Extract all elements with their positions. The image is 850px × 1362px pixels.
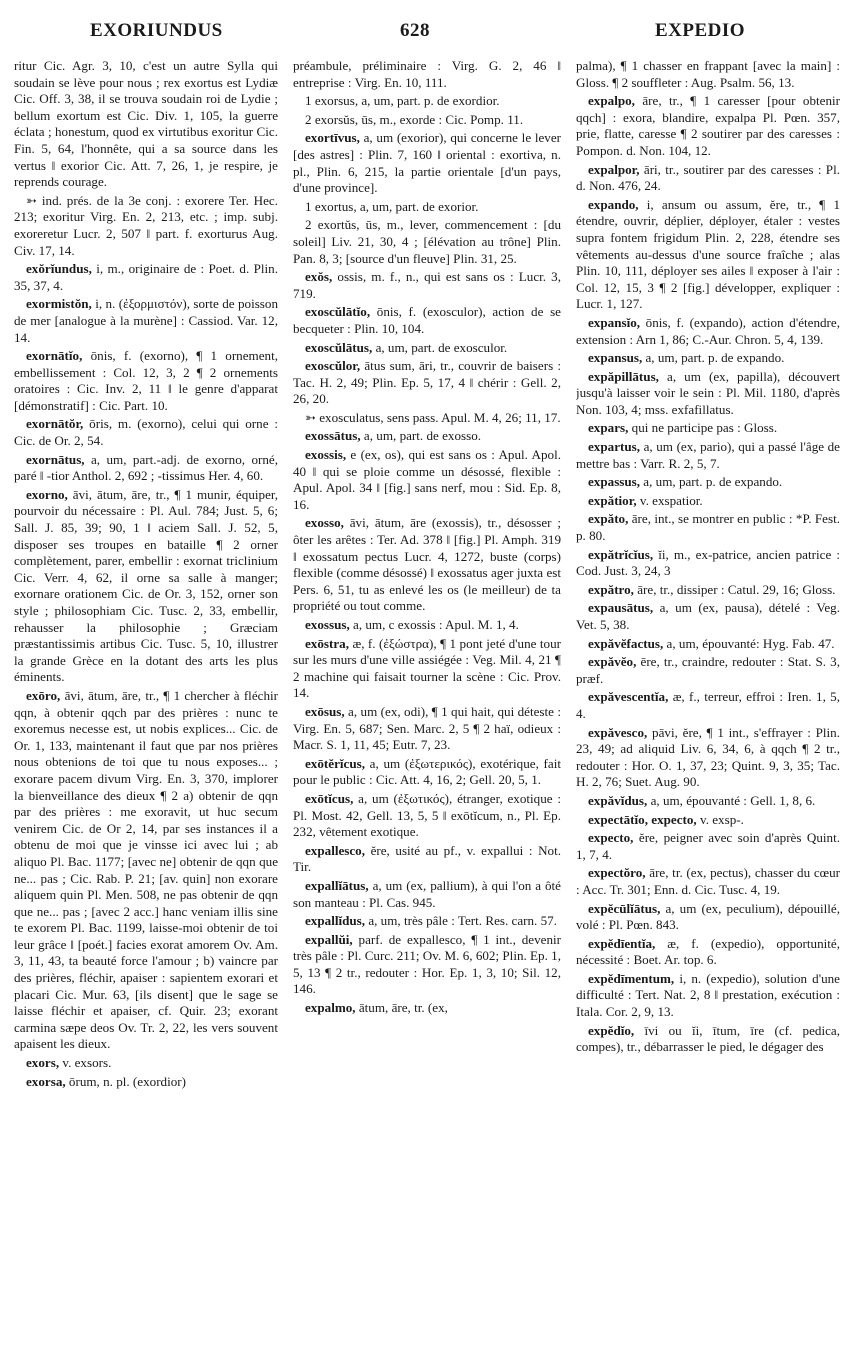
dictionary-entry (293, 704, 561, 754)
dictionary-entry (14, 416, 278, 449)
entry-headword: expansus, (588, 350, 643, 366)
entry-text: āre, tr., dissiper : Catul. 29, 16; Gloss. (633, 581, 836, 597)
entry-headword: exors, (26, 1055, 60, 1071)
entry-headword: exortīvus, (305, 130, 360, 146)
dictionary-entry (14, 193, 278, 259)
entry-text: īvi ou ĭi, ītum, īre (cf. pedica, compes), tr., débarrasser le pied, le dégager des (576, 1022, 840, 1055)
dictionary-entry (293, 410, 561, 427)
entry-text: ōnis, f. (expando), action d'étendre, extension : Arn 1, 86; C.-Aur. Chron. 5, 4, 139. (576, 314, 840, 347)
entry-text: æ, f., terreur, effroi : Iren. 1, 5, 4. (576, 689, 840, 721)
entry-text: pāvi, ĕre, ¶ 1 int., s'effrayer : Plin. 23, 49; ad aliquid Liv. 6, 34, 6, à qqch ¶ 2 tr., redouter : Hor. O. 1, 37, 23; Quint. 9, 3, 35; Tac. H. 2, 76; Suet. Aug. 90. (576, 724, 840, 790)
dictionary-entry (576, 197, 840, 313)
dictionary-entry (293, 428, 561, 445)
running-head-left: EXORIUNDUS (90, 20, 223, 41)
dictionary-entry (576, 725, 840, 791)
entry-text: ēre, tr., craindre, redouter : Stat. S. 3, præf. (576, 654, 840, 686)
dictionary-entry (293, 1000, 561, 1017)
dictionary-entry (14, 58, 278, 191)
entry-text: ĭi, m., ex-patrice, ancien patrice : Cod. Just. 3, 24, 3 (576, 546, 840, 579)
entry-headword: expăvĕfactus, (588, 635, 664, 651)
column-left (14, 58, 278, 1358)
dictionary-entry (293, 199, 561, 216)
entry-text: a, um, part.-adj. de exorno, orné, paré ‖ -tior Anthol. 2, 692 ; -tissimus Her. 4, 60. (14, 451, 278, 484)
entry-headword: expătior, (588, 492, 637, 508)
column-right (576, 58, 840, 1358)
entry-text: ōris, m. (exorno), celui qui orne : Cic. de Or. 2, 54. (14, 416, 278, 449)
dictionary-entry (576, 474, 840, 491)
entry-text: a, um, part. de exosso. (360, 428, 482, 444)
dictionary-entry (576, 369, 840, 419)
entry-headword: exossātus, (305, 428, 361, 444)
dictionary-entry (576, 511, 840, 544)
entry-headword: expallĭdus, (305, 913, 366, 929)
entry-headword: expallŭi, (305, 931, 353, 947)
entry-headword: exŏs, (305, 269, 333, 285)
dictionary-entry (14, 348, 278, 414)
entry-headword: exōtĕrĭcus, (305, 755, 365, 771)
entry-headword: exorno, (26, 486, 68, 502)
entry-headword: expăpillātus, (588, 368, 659, 384)
dictionary-entry (293, 617, 561, 634)
entry-text: ĕre, usité au pf., v. expallui : Not. Tir. (293, 842, 561, 875)
entry-headword: expecto, (588, 830, 634, 846)
entry-text: a, um (ex, pario), qui a passé l'âge de mettre bas : Varr. R. 2, 5, 7. (576, 439, 840, 471)
entry-text: parf. de expallesco, ¶ 1 int., devenir très pâle : Pl. Curc. 211; Ov. M. 6, 602; Plin. Ep. 1, 5, 13 ¶ 2 tr., redouter : Hor. Ep. 1, 3, 10; Sil. 12, 146. (293, 931, 561, 997)
dictionary-entry (14, 688, 278, 1053)
entry-text: ossis, m. f., n., qui est sans os : Lucr. 3, 719. (293, 269, 561, 301)
dictionary-entry (293, 756, 561, 789)
dictionary-entry (293, 130, 561, 196)
entry-headword: exōstra, (305, 635, 349, 651)
entry-headword: exornātĭo, (26, 348, 83, 364)
dictionary-entry (576, 689, 840, 722)
entry-text: āre, tr. (ex, pectus), chasser du cœur : Acc. Tr. 301; Enn. d. Cic. Tusc. 4, 19. (576, 865, 840, 897)
entry-text: ātum, āre, tr. (ex, (355, 1000, 448, 1016)
entry-text: 1 exortus, a, um, part. de exorior. (305, 198, 479, 214)
dictionary-entry (293, 515, 561, 615)
entry-headword: exossis, (305, 447, 347, 463)
dictionary-entry (14, 1074, 278, 1091)
dictionary-entry (576, 901, 840, 934)
running-head-right: EXPEDIO (655, 20, 746, 41)
entry-text: ōnis, f. (exorno), ¶ 1 ornement, embellissement : Col. 12, 3, 2 ¶ 2 ornements oratoires : Cic. Inv. 2, 11 ‖ le genre d'apparat [démonstratif] : Cic. Part. 10. (14, 348, 278, 413)
entry-text: 2 exortŭs, ūs, m., lever, commencement : [du soleil] Liv. 21, 30, 4 ; [élévation au trône] Plin. Pan. 8, 3; [source d'un fleuve] Plin. 31, 25. (293, 217, 561, 266)
entry-text: ātus sum, āri, tr., couvrir de baisers : Tac. H. 2, 49; Plin. Ep. 5, 17, 4 ‖ chérir : Gell. 2, 26, 20. (293, 358, 561, 407)
entry-text: āvi, ātum, āre, tr., ¶ 1 munir, équiper, pourvoir du nécessaire : Pl. Aul. 784; Just. 5, 6; Sall. J. 85, 39; 90, 1 ‖ aciem Sall. J. 52, 5, disposer ses troupes en bataille ¶ 2 orner complètement, parer, embellir : exornat triclinium Cic. Verr. 4, 62, il orne sa salle à manger; exornare orationem Cic. de Or. 3, 152, orner son style ; philosophiam Cic. Tusc. 2, 33, embellir, rehausser la philosophie ; Græciam præstantissimis artibus Cic. Tusc. 5, 10, illustrer la grande Grèce en la dotant des arts les plus éminents. (14, 486, 278, 685)
entry-headword: exosso, (305, 515, 344, 531)
dictionary-entry (293, 358, 561, 408)
entry-headword: expars, (588, 420, 629, 436)
dictionary-entry (293, 843, 561, 876)
entry-headword: expausātus, (588, 600, 654, 616)
dictionary-entry (293, 340, 561, 357)
entry-text: a, um (ex, papilla), découvert jusqu'à laisser voir le sein : Pl. Mil. 1180, d'après Non. 103, 4; mss. exfafillatus. (576, 368, 840, 417)
dictionary-entry (576, 812, 840, 829)
entry-text: a, um (ex, odi), ¶ 1 qui hait, qui déteste : Virg. En. 5, 687; Sen. Marc. 2, 5 ¶ 2 haï, odieux : Macr. S. 1, 11, 45; Eutr. 7, 23. (293, 703, 561, 753)
entry-text: āri, tr., soutirer par des caresses : Pl. d. Non. 476, 24. (576, 161, 840, 194)
dictionary-entry (576, 936, 840, 969)
entry-text: a, um (ἐξωτερικός), exotérique, fait pour le public : Cic. Att. 4, 16, 2; Gell. 20, 5, 1. (293, 755, 561, 788)
entry-headword: exōtĭcus, (305, 790, 354, 806)
dictionary-entry (14, 487, 278, 686)
entry-text: ritur Cic. Agr. 3, 10, c'est un autre Sylla qui soudain se lève pour nous ; rex exortus est Lydiæ Cic. Off. 3, 38, il se trouva soudain roi de Lydie ; bellum exortum est Cic. Div. 1, 105, la guerre éclata ; honestum, quod ex virtutibus exoritur Cic. Fin. 5, 64, l'honnête, qui a sa source dans les vertus ‖ exorior Cic. Att. 7, 26, 1, je respire, je reprends courage. (14, 58, 278, 190)
entry-text: i, n. (ἐξορμιστόν), sorte de poisson de mer [analogue à la murène] : Cassiod. Var. 12, 14. (14, 296, 278, 345)
entry-text: palma), ¶ 1 chasser en frappant [avec la main] : Gloss. ¶ 2 souffleter : Aug. Psalm. 56, 13. (576, 58, 840, 90)
column-middle (293, 58, 561, 1358)
entry-headword: expătro, (588, 581, 634, 597)
entry-headword: expăvesco, (588, 724, 648, 740)
dictionary-entry (293, 93, 561, 110)
dictionary-entry (293, 447, 561, 513)
dictionary-entry (576, 162, 840, 195)
entry-text: æ, f. (ἐξώστρα), ¶ 1 pont jeté d'une tour sur les murs d'une ville assiégée : Veg. Mil. 4, 21 ¶ 2 machine qui faisait tourner la scène : Cic. Prov. 14. (293, 635, 561, 701)
dictionary-entry (576, 865, 840, 898)
entry-headword: exossus, (305, 617, 350, 632)
entry-headword: exorsa, (26, 1073, 66, 1089)
entry-headword: expĕcūlĭātus, (588, 900, 661, 916)
dictionary-entry (293, 112, 561, 129)
entry-text: ĕre, peigner avec soin d'après Quint. 1, 7, 4. (576, 830, 840, 862)
dictionary-entry (293, 791, 561, 841)
entry-text: ➳ ind. prés. de la 3e conj. : exorere Ter. Hec. 213; exoritur Virg. En. 2, 213, etc. ; imp. subj. exoreretur Lucr. 2, 507 ‖ part. f. exorturus Aug. Civ. 17, 14. (14, 192, 278, 258)
entry-headword: exoscŭlātĭo, (305, 304, 371, 320)
entry-text: 2 exorsŭs, ūs, m., exorde : Cic. Pomp. 11. (305, 111, 524, 127)
dictionary-entry (576, 439, 840, 472)
dictionary-entry (14, 296, 278, 346)
entry-headword: expartus, (588, 439, 641, 455)
entry-text: a, um (ex, pallium), à qui l'on a ôté son manteau : Pl. Cas. 945. (293, 877, 561, 910)
entry-headword: expassus, (588, 474, 641, 490)
dictionary-entry (14, 452, 278, 485)
dictionary-entry (576, 493, 840, 510)
entry-headword: expăvĕo, (588, 654, 637, 670)
dictionary-entry (576, 58, 840, 91)
entry-headword: expalpo, (588, 93, 635, 109)
dictionary-entry (576, 1023, 840, 1056)
dictionary-entry (293, 304, 561, 337)
dictionary-entry (293, 913, 561, 930)
entry-headword: exornātus, (26, 451, 85, 467)
entry-text: e (ex, os), qui est sans os : Apul. Apol. 40 ‖ qui se ploie comme un désossé, flexible : Apul. Apol. 34 ‖ [fig.] sans nerf, mou : Sid. Ep. 8, 16. (293, 447, 561, 512)
entry-headword: expătrĭcĭus, (588, 546, 654, 562)
entry-text: ōrum, n. pl. (exordior) (65, 1073, 187, 1089)
entry-text: préambule, préliminaire : Virg. G. 2, 46 ‖ entreprise : Virg. En. 10, 111. (293, 58, 561, 90)
entry-text: i, ansum ou assum, ĕre, tr., ¶ 1 étendre, ouvrir, déplier, déployer, étaler : vestes supra fontem frigidum Plin. 2, 228, étendre ses vêtements au-dessus d'une source fraîche ; alas Plin. 10, 111, déployer ses ailes ‖ exposer à l'air : Col. 12, 15, 3 ¶ 2 [fig.] développer, expliquer : Lucr. 1, 127. (576, 196, 840, 312)
page-number: 628 (400, 20, 430, 41)
entry-headword: expallĭātus, (305, 877, 369, 893)
entry-text: i, m., originaire de : Poet. d. Plin. 35, 37, 4. (14, 261, 278, 293)
dictionary-entry (293, 932, 561, 998)
entry-headword: expăvescentĭa, (588, 689, 669, 705)
entry-text: āvi, ātum, āre (exossis), tr., désosser ; ôter les arêtes : Ter. Ad. 378 ‖ [fig.] Pl. Amph. 319 ‖ exossatum pectus Lucr. 4, 1272, buste (corps) flexible (comme désossé) ‖ exossatus ager juxta est Pers. 6, 51, tu as enlevé les os (le meilleur) de ta propriété ou tout comme. (293, 515, 561, 614)
entry-headword: exornātŏr, (26, 416, 84, 432)
dictionary-entry (293, 636, 561, 702)
entry-text: a, um, part. p. de expando. (642, 350, 785, 366)
entry-headword: exoscŭlor, (305, 358, 361, 374)
dictionary-entry (14, 261, 278, 294)
dictionary-entry (14, 1055, 278, 1072)
dictionary-entry (576, 547, 840, 580)
entry-headword: exoscŭlātus, (305, 339, 373, 355)
entry-text: a, um (ex, pausa), dételé : Veg. Vet. 5, 38. (576, 600, 840, 632)
dictionary-entry (293, 269, 561, 302)
entry-headword: exōsus, (305, 703, 345, 719)
entry-headword: exormistŏn, (26, 296, 92, 312)
entry-text: a, um, part. p. de expando. (640, 474, 783, 490)
dictionary-entry (576, 420, 840, 437)
dictionary-entry (576, 582, 840, 599)
entry-text: āvi, ātum, āre, tr., ¶ 1 chercher à fléchir qqn, à obtenir qqch par des prières : nunc te exoremus necesse est, ut nobis explices... Cic. de Or. 1, 133, maintenant il faut que par nos prières nous obtenions de toi que tu nous exposes... ; exorare pacem divum Virg. En. 3, 370, implorer la bienveillance des dieux ¶ 2 a) obtenir de qqn par des prières : me exoravit, ut huc secum venirem Cic. de Or 2, 14, par ses instances il a obtenu de moi que je vinsse ici avec lui ; ab aliquo Pl. Bac. 1177; [avec ne] obtenir de qqn que ne... pas ; Cic. Rab. P. 21; [av. quin] non exorare aliquem quin Pl. Men. 508, ne pas obtenir de qqn que ne... pas ; [avec 2 acc.] hanc veniam illis sine te exorem Pl. Bac. 1199, laisse-moi obtenir de toi leur grâce ‖ [poét.] facies exorat amorem Ov. Am. 3, 11, 43, ta beauté force l'amour ; b) vaincre par des prières, fléchir, apaiser : sapientem exorari et placari Cic. Mur. 63, [ils disent] que le sage se laisse fléchir et apaiser, cf. Quir. 23; exorant carmina sæpe deos Ov. Tr. 2, 22, les vers souvent apaisent les dieux. (14, 687, 278, 1052)
entry-headword: exōro, (26, 687, 61, 703)
entry-text: a, um, épouvanté: Hyg. Fab. 47. (663, 635, 835, 651)
entry-text: v. exsp-. (696, 811, 744, 827)
dictionary-entry (576, 93, 840, 159)
entry-headword: expectātĭo, expecto, (588, 811, 697, 827)
dictionary-entry (576, 350, 840, 367)
entry-text: āre, tr., ¶ 1 caresser [pour obtenir qqch] : exora, blandire, expalpa Pl. Pœn. 357, prie, flatte, caresse ¶ 2 soutirer par des caresses : Pompon. d. Non. 104, 12. (576, 93, 840, 158)
entry-text: a, um, part. de exosculor. (372, 339, 508, 355)
entry-headword: expĕdīentĭa, (588, 935, 656, 951)
entry-text: æ, f. (expedio), opportunité, nécessité : Boet. Ar. top. 6. (576, 935, 840, 968)
dictionary-entry (293, 58, 561, 91)
entry-headword: expallesco, (305, 842, 366, 858)
entry-text: a, um, épouvanté : Gell. 1, 8, 6. (647, 792, 816, 808)
entry-text: qui ne participe pas : Gloss. (628, 420, 778, 436)
entry-text: a, um, c exossis : Apul. M. 1, 4. (349, 617, 519, 632)
entry-headword: exŏrĭundus, (26, 261, 92, 277)
entry-headword: expăto, (588, 511, 629, 527)
entry-text: a, um, très pâle : Tert. Res. carn. 57. (365, 913, 557, 929)
dictionary-entry (576, 600, 840, 633)
dictionary-entry (576, 830, 840, 863)
entry-headword: expĕdīmentum, (588, 970, 675, 986)
entry-headword: expando, (588, 196, 639, 212)
dictionary-entry (576, 793, 840, 810)
entry-text: i, n. (expedio), solution d'une difficulté : Tert. Nat. 2, 8 ‖ prestation, exécution : Itala. Cor. 2, 9, 13. (576, 970, 840, 1020)
entry-text: v. exspatior. (636, 492, 703, 508)
dictionary-entry (576, 654, 840, 687)
entry-headword: expăvĭdus, (588, 792, 648, 808)
entry-headword: expansĭo, (588, 314, 641, 330)
dictionary-columns (14, 58, 840, 1358)
entry-text: v. exsors. (59, 1055, 112, 1071)
dictionary-entry (293, 878, 561, 911)
entry-text: ➳ exosculatus, sens pass. Apul. M. 4, 26; 11, 17. (305, 409, 561, 425)
page-header (0, 0, 850, 50)
dictionary-entry (576, 315, 840, 348)
dictionary-entry (576, 971, 840, 1021)
entry-text: ōnis, f. (exosculor), action de se becqueter : Plin. 10, 104. (293, 304, 561, 336)
dictionary-entry (576, 636, 840, 653)
entry-text: a, um (ἐξωτικός), étranger, exotique : Pl. Most. 42, Gell. 13, 5, 5 ‖ exōtĭcum, n., Pl. Ep. 232, vêtement exotique. (293, 790, 561, 840)
entry-text: a, um (ex, peculium), dépouillé, volé : Pl. Pœn. 843. (576, 900, 840, 933)
entry-headword: expalpor, (588, 161, 640, 177)
entry-headword: expalmo, (305, 1000, 356, 1016)
entry-text: a, um (exorior), qui concerne le lever [des astres] : Plin. 7, 160 ‖ oriental : exortiva, n. pl., Plin. 6, 215, la partie orientale [d'un pays, d'une province]. (293, 130, 561, 196)
entry-headword: expectŏro, (588, 865, 646, 881)
entry-headword: expĕdĭo, (588, 1022, 635, 1038)
entry-text: 1 exorsus, a, um, part. p. de exordior. (305, 93, 500, 109)
entry-text: āre, int., se montrer en public : *P. Fest. p. 80. (576, 511, 840, 544)
dictionary-entry (293, 217, 561, 267)
